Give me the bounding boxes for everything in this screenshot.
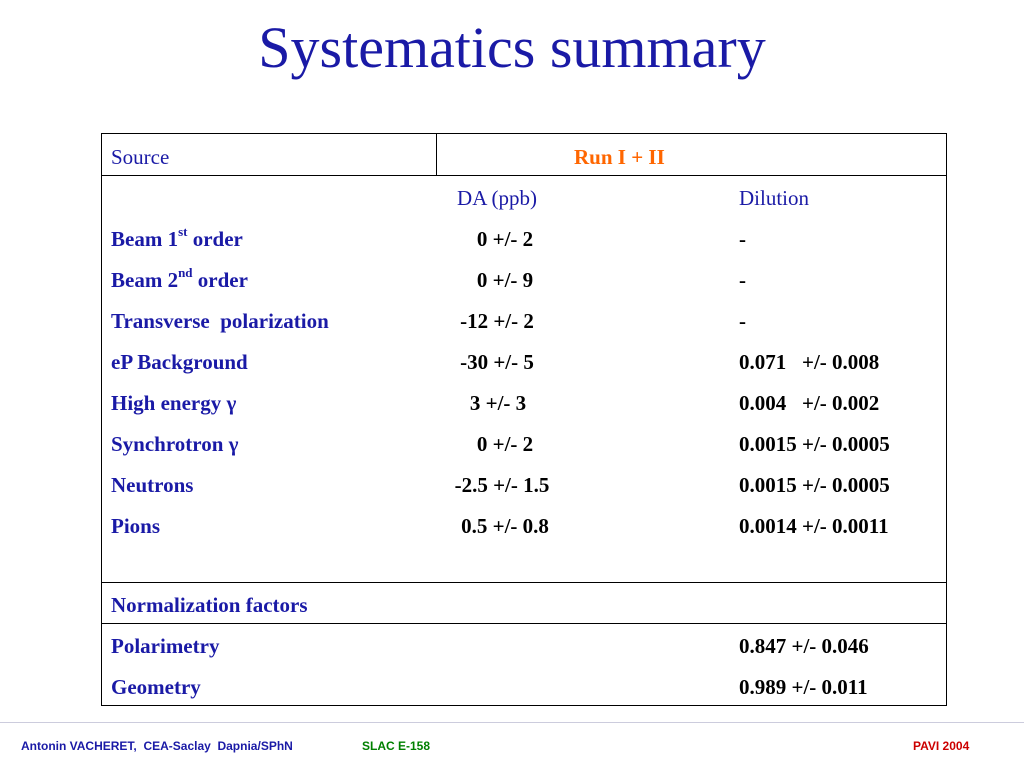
da-value: -2.5 +/- 1.5 [454, 473, 550, 497]
da-value: 0 +/- 2 [476, 227, 534, 251]
table-rule [102, 582, 946, 583]
dilution-column-header: Dilution [739, 186, 810, 210]
footer-conference: PAVI 2004 [913, 739, 970, 753]
da-value: 0 +/- 2 [476, 432, 534, 456]
dilution-value: 0.0015 +/- 0.0005 [739, 473, 890, 497]
row-label: Polarimetry [111, 634, 220, 658]
dilution-value: 0.071 +/- 0.008 [739, 350, 880, 374]
slide-title: Systematics summary [258, 15, 766, 80]
row-label: Beam 1st order [111, 224, 243, 251]
normalization-value: 0.989 +/- 0.011 [739, 675, 868, 699]
row-label: Transverse polarization [111, 309, 329, 333]
row-label: Geometry [111, 675, 201, 699]
source-header: Source [111, 145, 170, 169]
da-value: 0 +/- 9 [476, 268, 534, 292]
dilution-value: 0.0015 +/- 0.0005 [739, 432, 890, 456]
row-label: Beam 2nd order [111, 265, 248, 292]
da-value: 0.5 +/- 0.8 [461, 514, 549, 538]
row-label: eP Background [111, 350, 248, 374]
systematics-table [101, 133, 947, 706]
dilution-value: - [739, 268, 746, 292]
row-label: Pions [111, 514, 161, 538]
normalization-heading: Normalization factors [111, 593, 308, 617]
run-header: Run I + II [574, 145, 665, 169]
da-value: 3 +/- 3 [469, 391, 527, 415]
table-rule [102, 623, 946, 624]
dilution-value: 0.004 +/- 0.002 [739, 391, 880, 415]
footer-author: Antonin VACHERET, CEA-Saclay Dapnia/SPhN [21, 739, 293, 753]
row-label: Synchrotron γ [111, 432, 239, 456]
dilution-value: - [739, 309, 746, 333]
da-value: -12 +/- 2 [460, 309, 534, 333]
normalization-value: 0.847 +/- 0.046 [739, 634, 869, 658]
table-rule [102, 175, 946, 176]
dilution-value: 0.0014 +/- 0.0011 [739, 514, 889, 538]
header-divider [436, 134, 437, 175]
da-column-header: DA (ppb) [457, 186, 537, 210]
footer-experiment: SLAC E-158 [362, 739, 431, 753]
row-label: Neutrons [111, 473, 194, 497]
dilution-value: - [739, 227, 746, 251]
da-value: -30 +/- 5 [460, 350, 534, 374]
row-label: High energy γ [111, 391, 237, 415]
footer-divider [0, 722, 1024, 723]
